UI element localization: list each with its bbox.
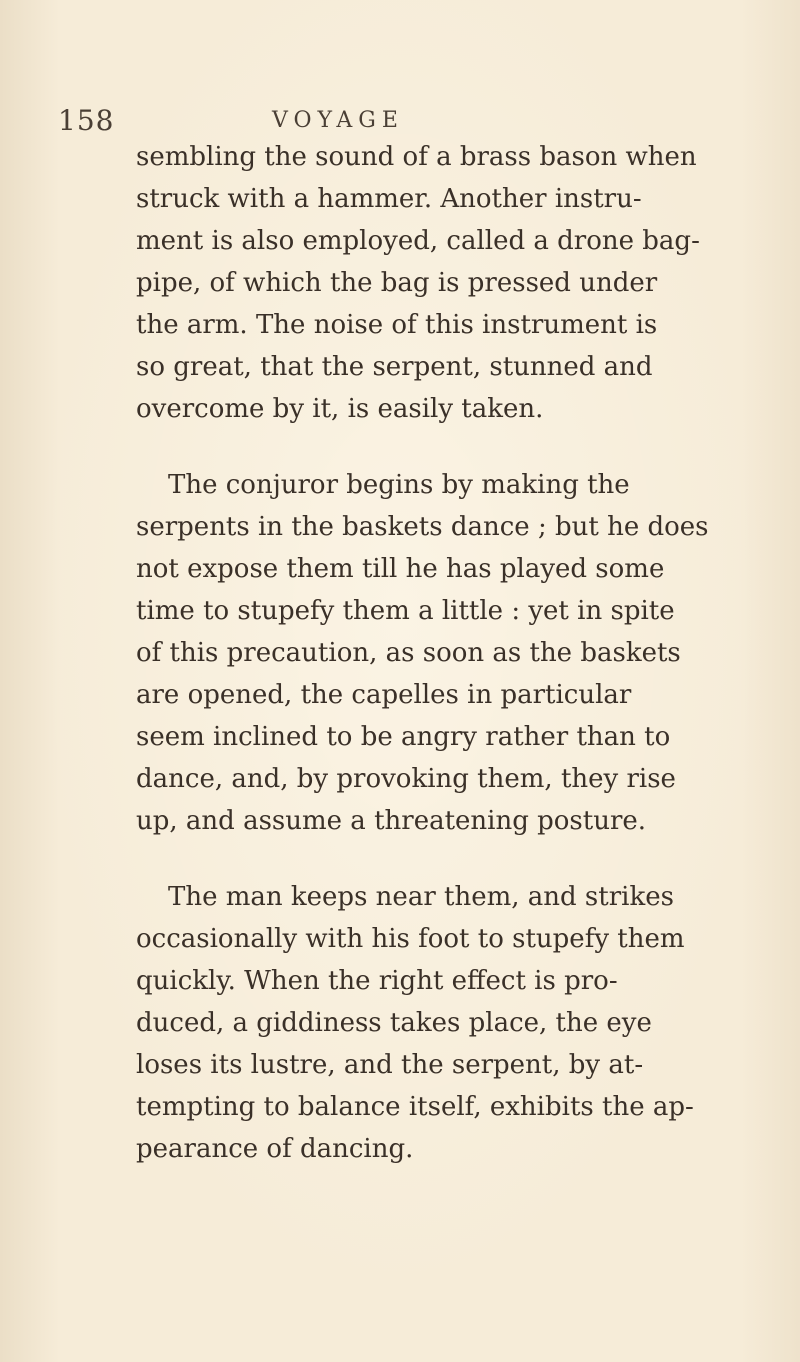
text-line: struck with a hammer. Another instru-: [136, 184, 642, 214]
text-line: loses its lustre, and the serpent, by at-: [136, 1050, 644, 1080]
text-line: occasionally with his foot to stupefy them: [136, 924, 685, 954]
text-line: not expose them till he has played some: [136, 554, 665, 584]
paragraph-3: [136, 876, 776, 1170]
paragraph-1: [136, 136, 776, 430]
text-line: sembling the sound of a brass bason when: [136, 142, 697, 172]
text-line: The man keeps near them, and strikes: [168, 882, 674, 912]
paragraph-gap: [136, 842, 776, 876]
text-line: serpents in the baskets dance ; but he does: [136, 512, 709, 542]
text-line: ment is also employed, called a drone bag-: [136, 226, 700, 256]
text-line: so great, that the serpent, stunned and: [136, 352, 653, 382]
text-line: seem inclined to be angry rather than to: [136, 722, 671, 752]
text-line: the arm. The noise of this instrument is: [136, 310, 658, 340]
page-number: 158: [58, 104, 115, 137]
text-line: duced, a giddiness takes place, the eye: [136, 1008, 652, 1038]
text-line: time to stupefy them a little : yet in spite: [136, 596, 675, 626]
text-line: dance, and, by provoking them, they rise: [136, 764, 676, 794]
text-line: overcome by it, is easily taken.: [136, 394, 544, 424]
text-line: are opened, the capelles in particular: [136, 680, 632, 710]
text-line: quickly. When the right effect is pro-: [136, 966, 618, 996]
running-head: VOYAGE: [272, 108, 404, 133]
text-line: pearance of dancing.: [136, 1134, 414, 1164]
paragraph-gap: [136, 430, 776, 464]
paragraph-2: [136, 464, 776, 842]
body-text: [136, 136, 776, 1170]
text-line: of this precaution, as soon as the baskets: [136, 638, 681, 668]
text-line: tempting to balance itself, exhibits the ap-: [136, 1092, 694, 1122]
text-line: The conjuror begins by making the: [168, 470, 630, 500]
text-line: pipe, of which the bag is pressed under: [136, 268, 658, 298]
text-line: up, and assume a threatening posture.: [136, 806, 647, 836]
